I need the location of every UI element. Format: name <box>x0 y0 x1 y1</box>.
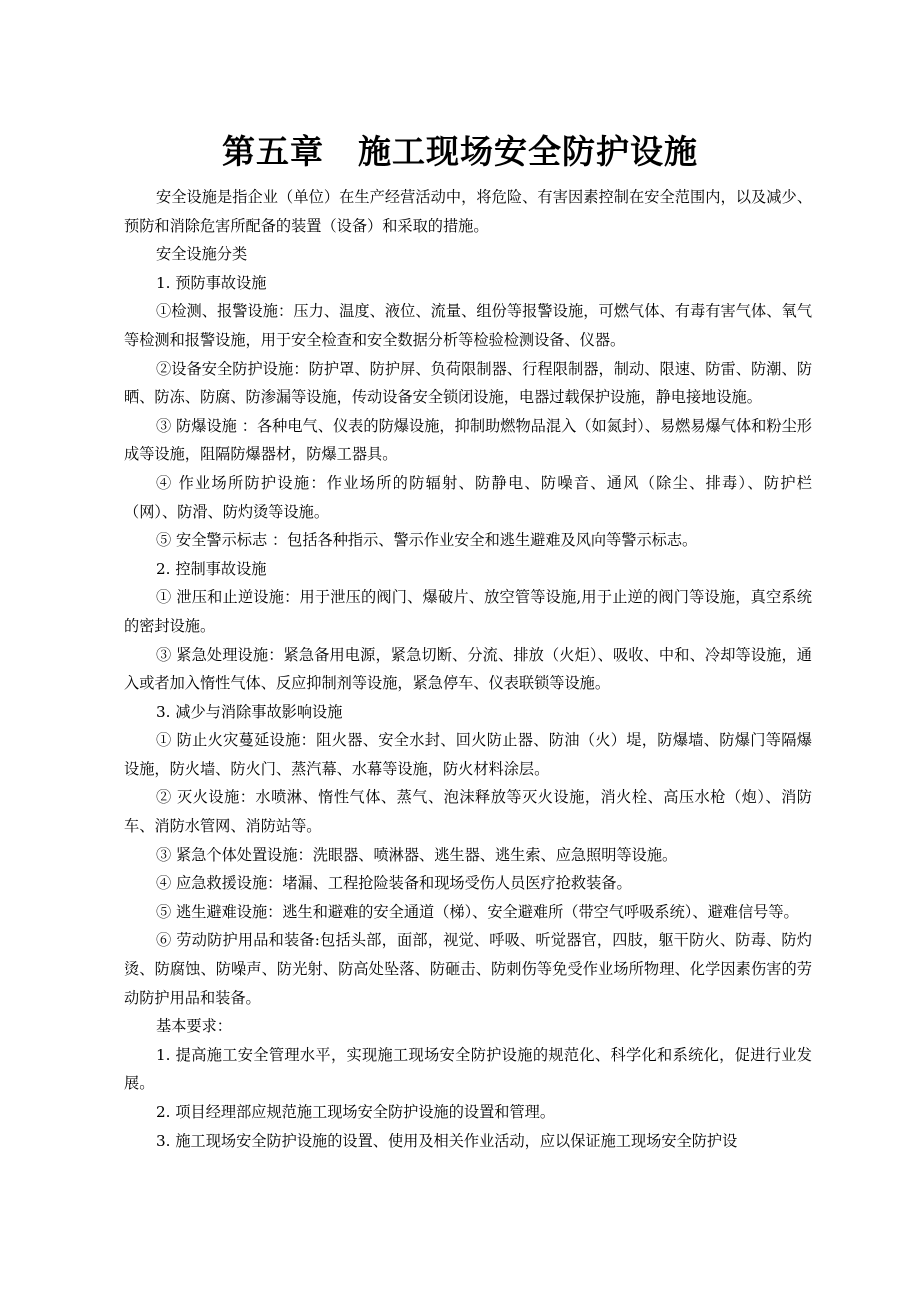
paragraph: ④ 作业场所防护设施：作业场所的防辐射、防静电、防噪音、通风（除尘、排毒）、防护栏（网）、防滑、防灼烫等设施。 <box>124 473 812 521</box>
paragraph: ⑤ 安全警示标志 ：包括各种指示、警示作业安全和逃生避难及风向等警示标志。 <box>156 531 698 550</box>
paragraph: ⑥ 劳动防护用品和装备:包括头部，面部，视觉、呼吸、听觉器官，四肢，躯干防火、防毒、防灼烫、防腐蚀、防噪声、防光射、防高处坠落、防砸击、防刺伤等免受作业场所物理、化学因素伤害的劳动防护用品和装备。 <box>124 931 812 1007</box>
paragraph: ③ 紧急处理设施：紧急备用电源，紧急切断、分流、排放（火炬）、吸收、中和、冷却等设施，通入或者加入惰性气体、反应抑制剂等设施，紧急停车、仪表联锁等设施。 <box>124 645 812 693</box>
paragraph: ① 防止火灾蔓延设施：阻火器、安全水封、回火防止器、防油（火）堤，防爆墙、防爆门等隔爆设施，防火墙、防火门、蒸汽幕、水幕等设施，防火材料涂层。 <box>124 731 812 778</box>
requirement-item: 1. 提高施工安全管理水平，实现施工现场安全防护设施的规范化、科学化和系统化，促进行业发展。 <box>124 1045 812 1093</box>
paragraph: 安全设施是指企业（单位）在生产经营活动中，将危险、有害因素控制在安全范围内，以及减少、预防和消除危害所配备的装置（设备）和采取的措施。 <box>124 188 812 235</box>
paragraph: ①检测、报警设施：压力、温度、液位、流量、组份等报警设施，可燃气体、有毒有害气体、氧气等检测和报警设施，用于安全检查和安全数据分析等检验检测设备、仪器。 <box>124 302 812 349</box>
paragraph: ⑤ 逃生避难设施：逃生和避难的安全通道（梯）、安全避难所（带空气呼吸系统）、避难信号等。 <box>156 902 799 921</box>
page-title: 第五章 施工现场安全防护设施 <box>222 132 698 171</box>
document-body <box>124 183 812 1155</box>
paragraph: ③ 紧急个体处置设施：洗眼器、喷淋器、逃生器、逃生索、应急照明等设施。 <box>156 845 678 864</box>
paragraph: ④ 应急救援设施：堵漏、工程抢险装备和现场受伤人员医疗抢救装备。 <box>156 874 632 893</box>
requirement-item: 2. 项目经理部应规范施工现场安全防护设施的设置和管理。 <box>156 1103 556 1121</box>
section-heading: 安全设施分类 <box>156 245 248 264</box>
section-heading: 基本要求： <box>156 1017 232 1036</box>
requirement-item: 3. 施工现场安全防护设施的设置、使用及相关作业活动，应以保证施工现场安全防护设 <box>156 1131 738 1150</box>
subsection-heading: 2. 控制事故设施 <box>156 559 267 578</box>
subsection-heading: 3. 减少与消除事故影响设施 <box>156 702 343 721</box>
paragraph: ① 泄压和止逆设施：用于泄压的阀门、爆破片、放空管等设施,用于止逆的阀门等设施，真空系统的密封设施。 <box>124 588 812 635</box>
paragraph: ② 灭火设施：水喷淋、惰性气体、蒸气、泡沫释放等灭火设施，消火栓、高压水枪（炮）、消防车、消防水管网、消防站等。 <box>124 788 812 836</box>
paragraph: ②设备安全防护设施：防护罩、防护屏、负荷限制器、行程限制器，制动、限速、防雷、防潮、防晒、防冻、防腐、防渗漏等设施，传动设备安全锁闭设施，电器过载保护设施，静电接地设施。 <box>124 359 812 407</box>
paragraph: ③ 防爆设施 ：各种电气、仪表的防爆设施，抑制助燃物品混入（如氮封）、易燃易爆气体和粉尘形成等设施，阻隔防爆器材，防爆工器具。 <box>124 416 812 464</box>
subsection-heading: 1. 预防事故设施 <box>156 273 267 292</box>
